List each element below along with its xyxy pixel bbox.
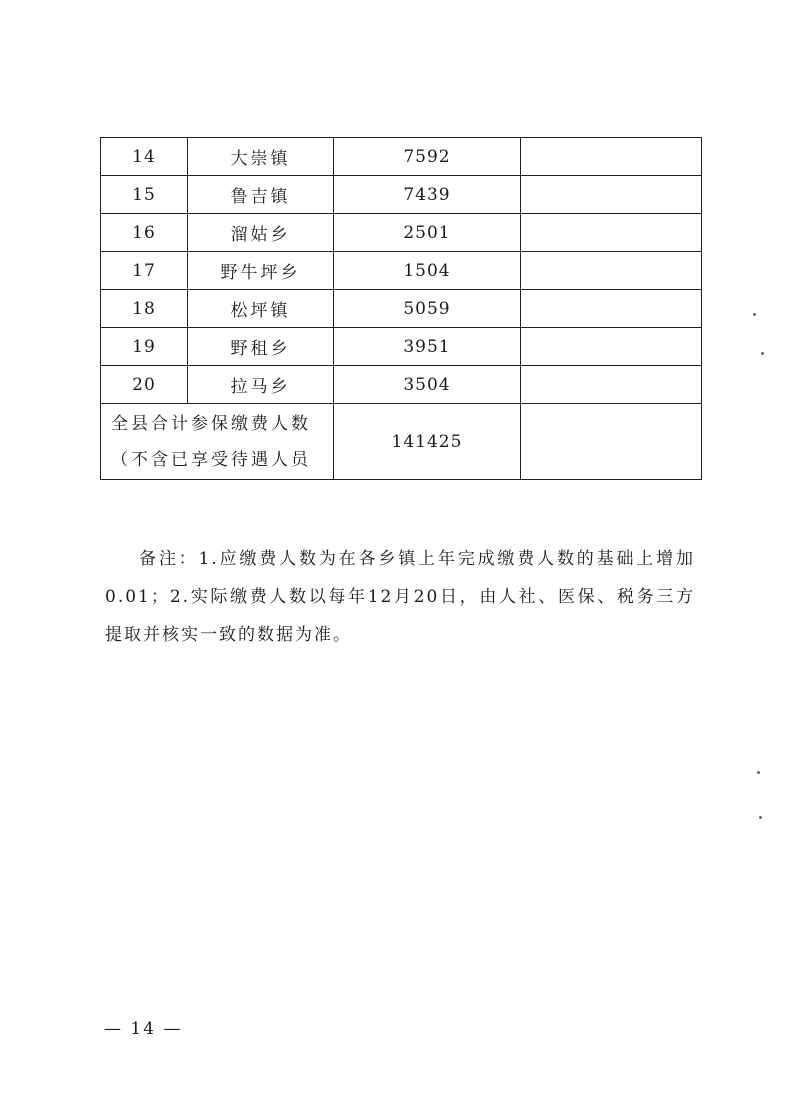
scan-speck	[759, 816, 762, 819]
scan-speck	[757, 771, 760, 774]
page-number: — 14 —	[104, 1019, 183, 1039]
row-number: 15	[101, 176, 188, 214]
empty-cell	[521, 328, 702, 366]
contribution-table	[100, 137, 702, 480]
row-number: 14	[101, 138, 188, 176]
table-body	[101, 138, 702, 480]
town-name: 野牛坪乡	[188, 252, 334, 290]
payer-count: 3951	[334, 328, 521, 366]
town-name: 野租乡	[188, 328, 334, 366]
town-name: 大崇镇	[188, 138, 334, 176]
town-name: 鲁吉镇	[188, 176, 334, 214]
remarks-text: 备注：1.应缴费人数为在各乡镇上年完成缴费人数的基础上增加0.01；2.实际缴费人数以每年12月20日，由人社、医保、税务三方提取并核实一致的数据为准。	[105, 549, 695, 645]
table-row	[101, 214, 702, 252]
empty-cell	[521, 404, 702, 480]
table-row	[101, 290, 702, 328]
town-name: 拉马乡	[188, 366, 334, 404]
empty-cell	[521, 214, 702, 252]
total-label-line2: （不含已享受待遇人员	[111, 449, 311, 470]
total-count: 141425	[334, 404, 521, 480]
total-row	[101, 404, 702, 480]
remarks	[105, 540, 695, 654]
total-label-line1: 全县合计参保缴费人数	[111, 413, 311, 434]
payer-count: 1504	[334, 252, 521, 290]
empty-cell	[521, 138, 702, 176]
scan-speck	[761, 352, 764, 355]
empty-cell	[521, 366, 702, 404]
payer-count: 3504	[334, 366, 521, 404]
table-row	[101, 328, 702, 366]
town-name: 松坪镇	[188, 290, 334, 328]
empty-cell	[521, 290, 702, 328]
row-number: 16	[101, 214, 188, 252]
table-row	[101, 252, 702, 290]
total-label	[101, 404, 334, 480]
table-row	[101, 138, 702, 176]
payer-count: 2501	[334, 214, 521, 252]
row-number: 19	[101, 328, 188, 366]
scan-speck	[753, 313, 756, 316]
empty-cell	[521, 252, 702, 290]
payer-count: 7439	[334, 176, 521, 214]
payer-count: 5059	[334, 290, 521, 328]
town-name: 溜姑乡	[188, 214, 334, 252]
row-number: 17	[101, 252, 188, 290]
table-row	[101, 366, 702, 404]
table-row	[101, 176, 702, 214]
row-number: 18	[101, 290, 188, 328]
payer-count: 7592	[334, 138, 521, 176]
empty-cell	[521, 176, 702, 214]
row-number: 20	[101, 366, 188, 404]
